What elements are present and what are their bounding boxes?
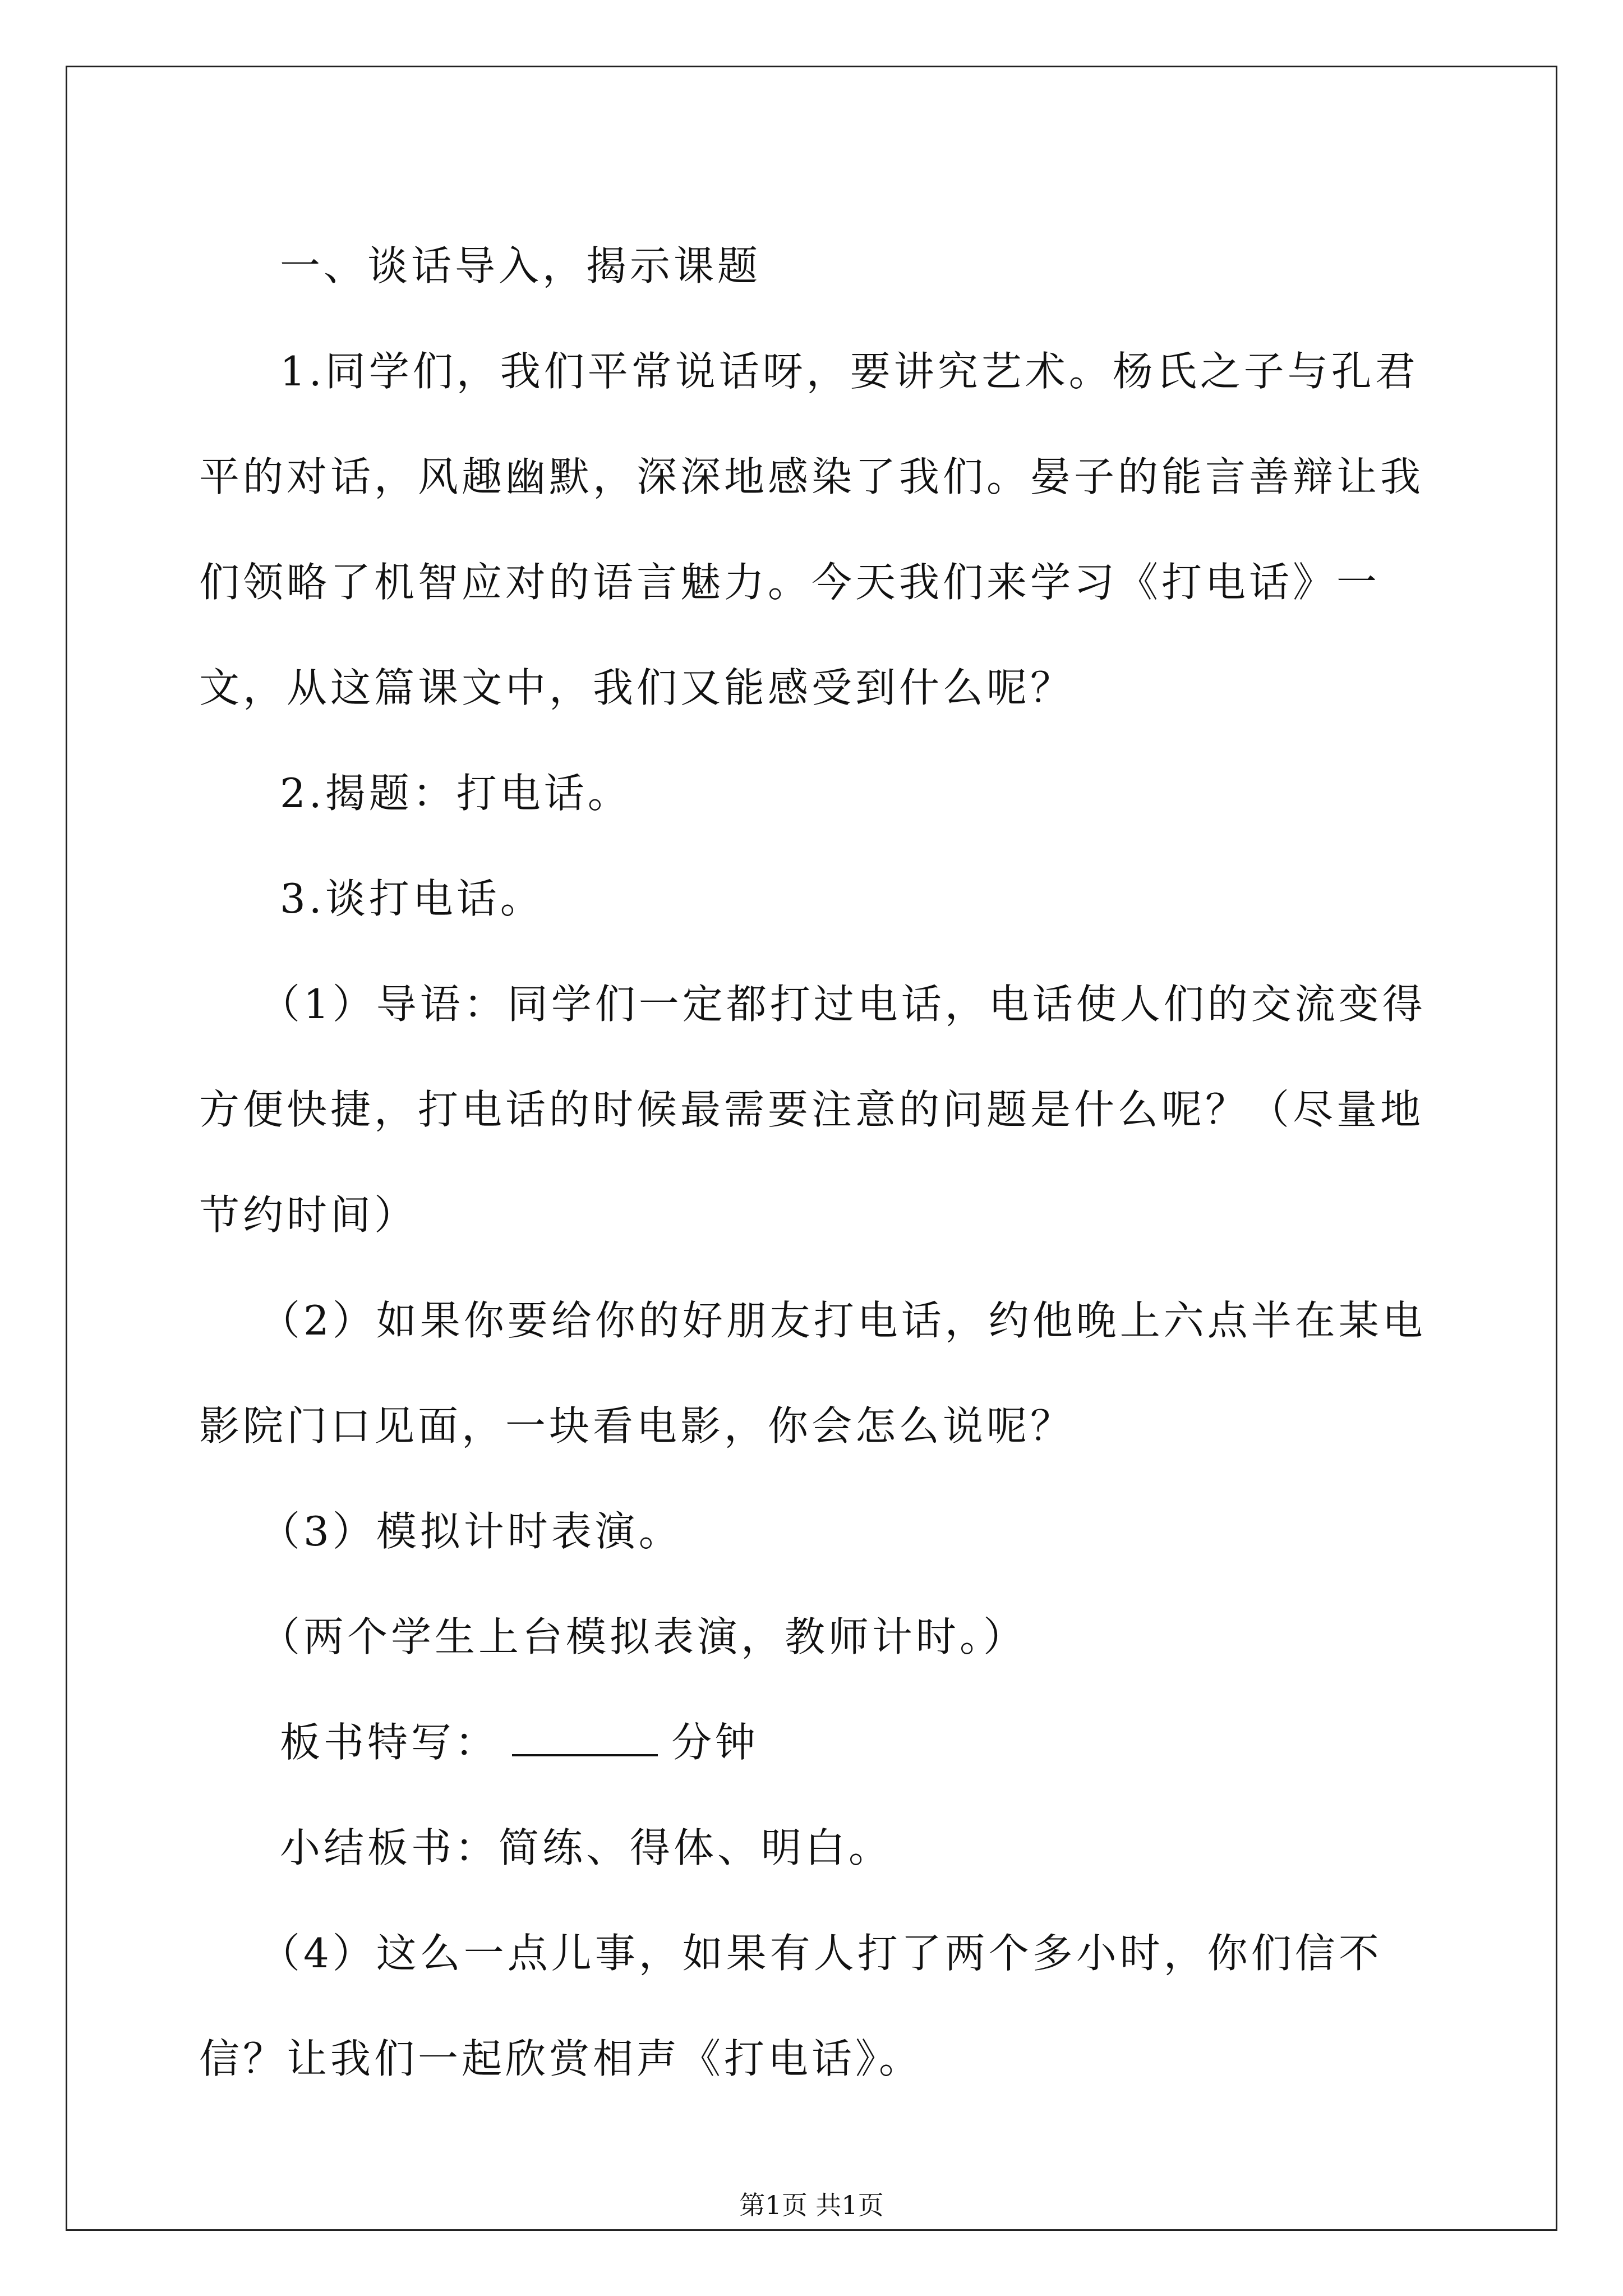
- document-body: [199, 213, 1433, 2111]
- board-writing-unit: 分钟: [671, 1719, 759, 1766]
- section-heading: 一、谈话导入，揭示课题: [280, 242, 762, 289]
- page-footer: 第1页 共1页: [739, 2190, 884, 2220]
- paragraph-talk-phone: 3.谈打电话。: [280, 875, 544, 922]
- board-writing-label: 板书特写：: [280, 1719, 499, 1766]
- fill-in-blank: [512, 1720, 658, 1756]
- paragraph-timed-performance: （3）模拟计时表演。: [260, 1508, 683, 1555]
- paragraph-scenario: （2）如果你要给你的好朋友打电话，约他晚上六点半在某电影院门口见面，一块看电影，你会怎么说呢？: [199, 1297, 1426, 1450]
- paragraph-lead-in: （1）导语：同学们一定都打过电话，电话使人们的交流变得方便快捷，打电话的时候最需要注意的问题是什么呢？（尽量地节约时间）: [199, 981, 1426, 1239]
- paragraph-performance-note: （两个学生上台模拟表演，教师计时。）: [260, 1613, 1027, 1660]
- paragraph-intro: 1.同学们，我们平常说话呀，要讲究艺术。杨氏之子与孔君平的对话，风趣幽默，深深地感染了我们。晏子的能言善辩让我们领略了机智应对的语言魅力。今天我们来学习《打电话》一文，从这篇课文中，我们又能感受到什么呢？: [199, 348, 1424, 711]
- paragraph-crosstalk: （4）这么一点儿事，如果有人打了两个多小时，你们信不信？让我们一起欣赏相声《打电话》。: [199, 1930, 1382, 2082]
- paragraph-board-writing: [199, 1690, 1433, 1795]
- paragraph-title-reveal: 2.揭题：打电话。: [280, 770, 631, 817]
- paragraph-summary: 小结板书：简练、得体、明白。: [280, 1824, 893, 1871]
